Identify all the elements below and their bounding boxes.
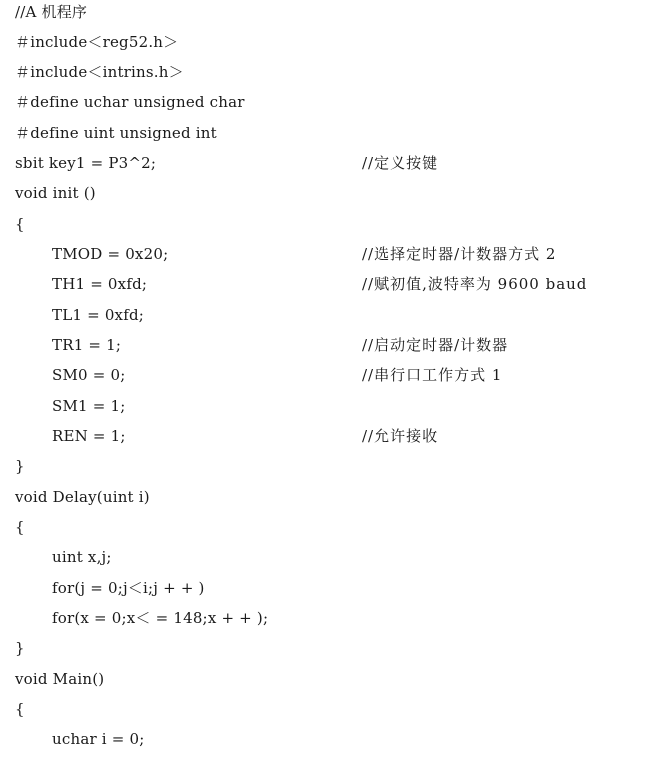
code-line: [0, 455, 658, 477]
code-text: {: [15, 700, 25, 718]
code-line: [0, 668, 658, 690]
code-line: [0, 122, 658, 144]
code-line: [0, 607, 658, 629]
code-comment: //选择定时器/计数器方式 2: [362, 245, 557, 263]
code-text: TR1 = 1;: [52, 336, 122, 354]
code-text: uint x,j;: [52, 548, 112, 566]
code-text: sbit key1 = P3^2;: [15, 154, 157, 172]
code-line: [0, 61, 658, 83]
code-text: SM0 = 0;: [52, 366, 126, 384]
code-text: }: [15, 457, 25, 475]
code-text: ＃include＜intrins.h＞: [15, 63, 184, 81]
code-text: ＃include＜reg52.h＞: [15, 33, 179, 51]
code-line: [0, 425, 658, 447]
code-comment: //串行口工作方式 1: [362, 366, 503, 384]
code-text: TH1 = 0xfd;: [52, 275, 148, 293]
code-text: TMOD = 0x20;: [52, 245, 169, 263]
code-text: for(j = 0;j＜i;j + + ): [52, 579, 205, 597]
code-line: [0, 395, 658, 417]
code-comment: //允许接收: [362, 427, 439, 445]
code-line: [0, 516, 658, 538]
code-line: [0, 1, 658, 23]
code-line: [0, 698, 658, 720]
code-text: REN = 1;: [52, 427, 126, 445]
code-text: SM1 = 1;: [52, 397, 126, 415]
code-text: for(x = 0;x＜ = 148;x + + );: [52, 609, 269, 627]
code-line: [0, 486, 658, 508]
code-line: [0, 243, 658, 265]
code-line: [0, 364, 658, 386]
code-text: {: [15, 215, 25, 233]
code-line: [0, 334, 658, 356]
code-line: [0, 304, 658, 326]
code-text: //A 机程序: [15, 3, 88, 21]
code-text: void init (): [15, 184, 96, 202]
code-line: [0, 728, 658, 750]
code-text: uchar i = 0;: [52, 730, 145, 748]
code-text: }: [15, 639, 25, 657]
code-line: [0, 546, 658, 568]
code-text: ＃define uint unsigned int: [15, 124, 217, 142]
code-comment: //定义按键: [362, 154, 439, 172]
code-text: TL1 = 0xfd;: [52, 306, 145, 324]
code-line: [0, 637, 658, 659]
code-text: void Main(): [15, 670, 105, 688]
code-line: [0, 152, 658, 174]
code-comment: //赋初值,波特率为 9600 baud: [362, 275, 588, 293]
code-line: [0, 182, 658, 204]
code-line: [0, 273, 658, 295]
code-line: [0, 91, 658, 113]
code-comment: //启动定时器/计数器: [362, 336, 509, 354]
code-text: void Delay(uint i): [15, 488, 150, 506]
code-line: [0, 577, 658, 599]
code-line: [0, 213, 658, 235]
code-text: {: [15, 518, 25, 536]
code-text: ＃define uchar unsigned char: [15, 93, 245, 111]
code-line: [0, 31, 658, 53]
